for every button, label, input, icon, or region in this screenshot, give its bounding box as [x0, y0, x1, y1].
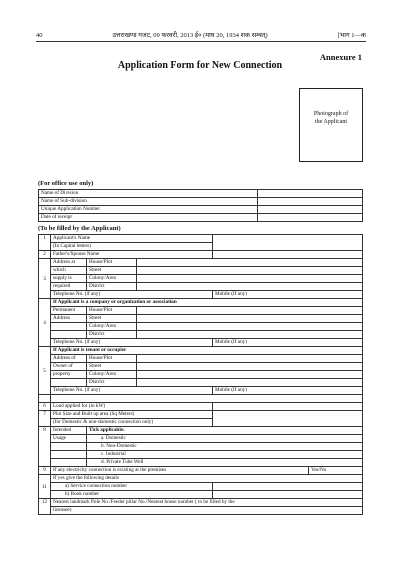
father-name-field[interactable] [213, 251, 363, 259]
table-row [39, 363, 363, 371]
table-row [39, 395, 363, 403]
office-table [38, 189, 363, 222]
item-number: 11 [39, 475, 51, 499]
q4-field-label: House/Plot [87, 307, 137, 315]
table-row [39, 206, 363, 214]
table-row [39, 347, 363, 355]
table-row [39, 387, 363, 395]
q4-field-label: Colony/Area [87, 323, 137, 331]
table-row [39, 427, 363, 435]
office-row-value[interactable] [257, 190, 362, 198]
q5-label-line: Address of [51, 355, 87, 363]
item-number: 5 [39, 347, 51, 395]
applicant-table [38, 234, 363, 515]
q3-field-label: Street [87, 267, 137, 275]
part-label: [भाग 1—क [337, 32, 366, 39]
office-row-value[interactable] [257, 206, 362, 214]
table-row [39, 403, 363, 411]
table-row [39, 451, 363, 459]
table-row [39, 507, 363, 515]
applicant-name-field[interactable] [213, 235, 363, 251]
existing-connection-label: If any electricity connection is existing at the premises [51, 467, 309, 475]
item-number: 12 [39, 499, 51, 515]
office-row-label: Date of receipt [39, 214, 258, 222]
load-label: Load applied for (in kW) [51, 403, 213, 411]
q3-label-line: which [51, 267, 87, 275]
photo-box[interactable] [299, 88, 363, 162]
office-section-heading: (For office use only) [38, 180, 94, 187]
office-row-label: Name of Sub-division [39, 198, 258, 206]
page-number: 40 [36, 32, 43, 39]
q5-field-label: House/Plot [87, 355, 137, 363]
plot-size-label: Plot Size and Built up area (Sq Meters) [51, 411, 213, 419]
table-row [39, 235, 363, 243]
q5-label-line: property [51, 371, 87, 379]
q3-field-value[interactable] [137, 259, 363, 267]
q5-field-value[interactable] [137, 379, 363, 387]
q4-field-value[interactable] [137, 331, 363, 339]
mobile-label: Mobile (If any) [213, 387, 363, 395]
table-row [39, 499, 363, 507]
q3-field-label: District [87, 283, 137, 291]
company-heading: If Applicant is a company or organization or association [51, 299, 363, 307]
tick-applicable-label: Tick applicable: [87, 427, 363, 435]
q5-field-value[interactable] [137, 355, 363, 363]
table-row [39, 323, 363, 331]
plot-size-sub: (for Domestic & non-domestic connection only) [51, 419, 213, 427]
q4-label-line [51, 323, 87, 331]
usage-option-tube-well[interactable]: d. Private Tube Well [87, 459, 363, 467]
applicant-name-sub: (In Capital letters) [51, 243, 213, 251]
table-row [39, 267, 363, 275]
table-row [39, 435, 363, 443]
book-number-label: b) Book number [51, 491, 213, 499]
office-row-value[interactable] [257, 198, 362, 206]
q3-field-label: House/Plot [87, 259, 137, 267]
q3-label-line: supply is [51, 275, 87, 283]
q5-label-line: Owner of [51, 363, 87, 371]
yes-no-field[interactable]: Yes/No [309, 467, 363, 475]
table-row [39, 315, 363, 323]
q3-field-value[interactable] [137, 275, 363, 283]
q4-field-value[interactable] [137, 307, 363, 315]
table-row [39, 275, 363, 283]
table-row [39, 371, 363, 379]
q3-label-line: Address at [51, 259, 87, 267]
q3-field-value[interactable] [137, 267, 363, 275]
load-field[interactable] [213, 403, 363, 411]
item-number: 2 [39, 251, 51, 259]
q3-label-line: required [51, 283, 87, 291]
item-number: 7 [39, 411, 51, 427]
office-row-label: Name of Division [39, 190, 258, 198]
table-row [39, 379, 363, 387]
q4-field-value[interactable] [137, 315, 363, 323]
table-row [39, 291, 363, 299]
landmark-label-cont: licensee) [51, 507, 363, 515]
gazette-line: उत्तराखण्ड गजट, 09 फरवरी, 2013 ई० (माघ 20, 1934 शक सम्वत्) [112, 32, 268, 39]
table-row [39, 411, 363, 419]
table-row [39, 331, 363, 339]
applicant-name-label: Applicant's Name [51, 235, 213, 243]
item-number: 9 [39, 467, 51, 475]
q4-label-line: Permanent [51, 307, 87, 315]
table-row [39, 475, 363, 483]
form-title: Application Form for New Connection [117, 60, 283, 71]
book-number-field[interactable] [213, 491, 363, 499]
table-row [39, 283, 363, 291]
telephone-label: Telephone No. (if any) [51, 339, 213, 347]
usage-label-line: Usage [51, 435, 87, 443]
q4-field-label: District [87, 331, 137, 339]
q5-field-label: Street [87, 363, 137, 371]
mobile-label: Mobile (If any) [213, 339, 363, 347]
item-number: 8 [39, 427, 51, 467]
telephone-label: Telephone No. (if any) [51, 291, 213, 299]
q5-field-value[interactable] [137, 363, 363, 371]
photo-label-line2: the Applicant [314, 119, 348, 125]
table-row [39, 491, 363, 499]
table-row [39, 483, 363, 491]
photo-label-line1: Photograph of [313, 111, 349, 117]
plot-size-field[interactable] [213, 411, 363, 427]
table-row [39, 339, 363, 347]
table-row [39, 443, 363, 451]
q4-field-label: Street [87, 315, 137, 323]
table-row [39, 299, 363, 307]
q5-label-line [51, 379, 87, 387]
table-row [39, 355, 363, 363]
service-connection-label: a) Service connection number [51, 483, 213, 491]
q5-field-label: Colony/Area [87, 371, 137, 379]
usage-option-non-domestic[interactable]: b. Non-Domestic [87, 443, 363, 451]
table-row [39, 259, 363, 267]
q3-field-value[interactable] [137, 283, 363, 291]
details-label: If yes give the following details [51, 475, 363, 483]
office-row-label: Unique Application Number [39, 206, 258, 214]
table-row [39, 467, 363, 475]
usage-label-line: Intended [51, 427, 87, 435]
mobile-label: Mobile (If any) [213, 291, 363, 299]
telephone-label: Telephone No. (if any) [51, 387, 213, 395]
table-row [39, 459, 363, 467]
usage-option-domestic[interactable]: a. Domestic [87, 435, 363, 443]
tenant-heading: If Applicant is tenant or occupier [51, 347, 363, 355]
table-row [39, 190, 363, 198]
q4-label-line: Address [51, 315, 87, 323]
item-number: 4 [39, 299, 51, 347]
father-name-label: Father's/Spouse Name [51, 251, 213, 259]
item-number: 6 [39, 403, 51, 411]
gazette-header [36, 30, 366, 42]
table-row [39, 307, 363, 315]
item-number: 1 [39, 235, 51, 251]
usage-option-industrial[interactable]: c. Industrial [87, 451, 363, 459]
item-number: 3 [39, 259, 51, 299]
office-row-value[interactable] [257, 214, 362, 222]
q4-field-value[interactable] [137, 323, 363, 331]
landmark-label: Nearest landmark Pole No./Feeder pillar No./Nearest house number ( to be filled by the [51, 499, 363, 507]
table-row [39, 198, 363, 206]
service-connection-field[interactable] [213, 483, 363, 491]
table-row [39, 214, 363, 222]
table-row [39, 251, 363, 259]
q4-label-line [51, 331, 87, 339]
q5-field-value[interactable] [137, 371, 363, 379]
q3-field-label: Colony/Area [87, 275, 137, 283]
annexure-label: Annexure 1 [319, 52, 362, 62]
applicant-section-heading: (To be filled by the Applicant) [38, 225, 121, 232]
q5-field-label: District [87, 379, 137, 387]
